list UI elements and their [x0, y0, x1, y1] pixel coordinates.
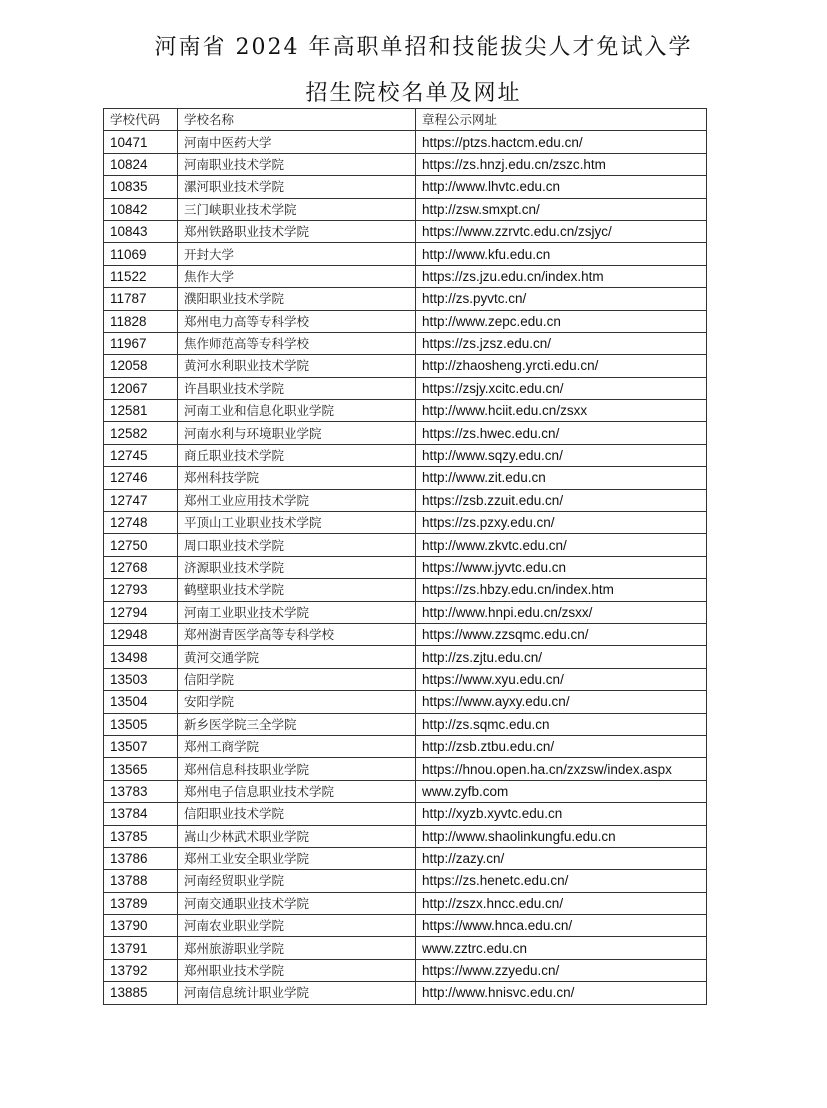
table-row — [104, 847, 707, 869]
school-name-cell: 许昌职业技术学院 — [178, 377, 416, 399]
charter-url-cell[interactable]: http://zszx.hncc.edu.cn/ — [416, 892, 707, 914]
table-row — [104, 310, 707, 332]
school-name-cell: 郑州科技学院 — [178, 467, 416, 489]
table-row — [104, 691, 707, 713]
table-row — [104, 713, 707, 735]
school-name-cell: 郑州铁路职业技术学院 — [178, 220, 416, 242]
charter-url-cell[interactable]: https://zs.hbzy.edu.cn/index.htm — [416, 579, 707, 601]
table-row — [104, 377, 707, 399]
table-row — [104, 355, 707, 377]
table-row — [104, 153, 707, 175]
school-name-cell: 河南职业技术学院 — [178, 153, 416, 175]
charter-url-cell[interactable]: https://www.zzyedu.cn/ — [416, 959, 707, 981]
school-name-cell: 郑州电子信息职业技术学院 — [178, 780, 416, 802]
charter-url-cell[interactable]: http://www.hnpi.edu.cn/zsxx/ — [416, 601, 707, 623]
table-row — [104, 444, 707, 466]
school-name-cell: 嵩山少林武术职业学院 — [178, 825, 416, 847]
school-code-cell: 11787 — [104, 288, 178, 310]
school-code-cell: 13786 — [104, 847, 178, 869]
charter-url-cell[interactable]: http://www.zit.edu.cn — [416, 467, 707, 489]
document-subtitle: 招生院校名单及网址 — [305, 81, 522, 106]
school-code-cell: 13790 — [104, 915, 178, 937]
table-row — [104, 758, 707, 780]
table-row — [104, 288, 707, 310]
table-row — [104, 579, 707, 601]
school-code-cell: 12948 — [104, 623, 178, 645]
school-code-cell: 10835 — [104, 176, 178, 198]
school-name-cell: 郑州工商学院 — [178, 735, 416, 757]
school-name-cell: 郑州电力高等专科学校 — [178, 310, 416, 332]
table-row — [104, 959, 707, 981]
school-code-cell: 11967 — [104, 332, 178, 354]
school-code-cell: 12748 — [104, 512, 178, 534]
school-code-cell: 13792 — [104, 959, 178, 981]
school-name-cell: 鹤壁职业技术学院 — [178, 579, 416, 601]
school-name-cell: 周口职业技术学院 — [178, 534, 416, 556]
school-name-cell: 三门峡职业技术学院 — [178, 198, 416, 220]
school-code-cell: 12750 — [104, 534, 178, 556]
school-code-cell: 12768 — [104, 556, 178, 578]
school-code-cell: 12746 — [104, 467, 178, 489]
charter-url-cell[interactable]: http://www.lhvtc.edu.cn — [416, 176, 707, 198]
charter-url-cell[interactable]: https://zs.pzxy.edu.cn/ — [416, 512, 707, 534]
table-header-row — [104, 109, 707, 131]
school-name-cell: 河南水利与环境职业学院 — [178, 422, 416, 444]
table-row — [104, 982, 707, 1004]
charter-url-cell[interactable]: https://www.hnca.edu.cn/ — [416, 915, 707, 937]
table-body — [104, 131, 707, 1004]
table-row — [104, 556, 707, 578]
table-row — [104, 780, 707, 802]
charter-url-cell[interactable]: http://www.hnisvc.edu.cn/ — [416, 982, 707, 1004]
table-row — [104, 489, 707, 511]
table-row — [104, 534, 707, 556]
school-name-cell: 开封大学 — [178, 243, 416, 265]
school-code-cell: 13789 — [104, 892, 178, 914]
charter-url-cell[interactable]: https://zs.hwec.edu.cn/ — [416, 422, 707, 444]
table-row — [104, 735, 707, 757]
table-row — [104, 243, 707, 265]
table-row — [104, 668, 707, 690]
school-name-cell: 信阳学院 — [178, 668, 416, 690]
school-code-cell: 12067 — [104, 377, 178, 399]
school-code-cell: 11069 — [104, 243, 178, 265]
school-code-cell: 12793 — [104, 579, 178, 601]
charter-url-cell[interactable]: http://zs.zjtu.edu.cn/ — [416, 646, 707, 668]
school-code-cell: 13565 — [104, 758, 178, 780]
school-name-cell: 焦作大学 — [178, 265, 416, 287]
school-name-cell: 黄河交通学院 — [178, 646, 416, 668]
charter-url-cell[interactable]: https://zs.jzu.edu.cn/index.htm — [416, 265, 707, 287]
charter-url-cell[interactable]: https://www.zzsqmc.edu.cn/ — [416, 623, 707, 645]
school-code-cell: 13503 — [104, 668, 178, 690]
table-row — [104, 512, 707, 534]
school-name-cell: 河南农业职业学院 — [178, 915, 416, 937]
school-name-cell: 郑州工业应用技术学院 — [178, 489, 416, 511]
table-row — [104, 198, 707, 220]
school-code-cell: 13504 — [104, 691, 178, 713]
school-code-cell: 13785 — [104, 825, 178, 847]
school-name-cell: 河南工业和信息化职业学院 — [178, 400, 416, 422]
table-row — [104, 265, 707, 287]
school-name-cell: 商丘职业技术学院 — [178, 444, 416, 466]
school-code-cell: 10471 — [104, 131, 178, 153]
charter-url-cell[interactable]: https://zs.hnzj.edu.cn/zszc.htm — [416, 153, 707, 175]
table-row — [104, 176, 707, 198]
school-code-cell: 12745 — [104, 444, 178, 466]
school-code-cell: 12581 — [104, 400, 178, 422]
charter-url-cell[interactable]: http://xyzb.xyvtc.edu.cn — [416, 803, 707, 825]
school-code-cell: 10843 — [104, 220, 178, 242]
school-code-cell: 12794 — [104, 601, 178, 623]
school-name-cell: 郑州工业安全职业学院 — [178, 847, 416, 869]
charter-url-cell[interactable]: https://ptzs.hactcm.edu.cn/ — [416, 131, 707, 153]
school-name-cell: 信阳职业技术学院 — [178, 803, 416, 825]
table-row — [104, 467, 707, 489]
school-name-cell: 郑州澍青医学高等专科学校 — [178, 623, 416, 645]
charter-url-cell[interactable]: https://zs.jzsz.edu.cn/ — [416, 332, 707, 354]
school-name-cell: 黄河水利职业技术学院 — [178, 355, 416, 377]
table-row — [104, 400, 707, 422]
table-row — [104, 892, 707, 914]
school-name-cell: 河南工业职业技术学院 — [178, 601, 416, 623]
charter-url-cell[interactable]: www.zztrc.edu.cn — [416, 937, 707, 959]
charter-url-cell[interactable]: https://zsb.zzuit.edu.cn/ — [416, 489, 707, 511]
school-code-cell: 10824 — [104, 153, 178, 175]
charter-url-cell[interactable]: https://www.xyu.edu.cn/ — [416, 668, 707, 690]
charter-url-cell[interactable]: http://www.sqzy.edu.cn/ — [416, 444, 707, 466]
table-row — [104, 623, 707, 645]
charter-url-cell[interactable]: http://zs.pyvtc.cn/ — [416, 288, 707, 310]
school-name-cell: 郑州信息科技职业学院 — [178, 758, 416, 780]
school-name-cell: 濮阳职业技术学院 — [178, 288, 416, 310]
school-name-cell: 安阳学院 — [178, 691, 416, 713]
school-name-cell: 河南经贸职业学院 — [178, 870, 416, 892]
charter-url-cell[interactable]: www.zyfb.com — [416, 780, 707, 802]
charter-url-cell[interactable]: https://zsjy.xcitc.edu.cn/ — [416, 377, 707, 399]
table-row — [104, 601, 707, 623]
charter-url-cell[interactable]: http://zhaosheng.yrcti.edu.cn/ — [416, 355, 707, 377]
header-school-name: 学校名称 — [178, 109, 416, 131]
school-name-cell: 河南交通职业技术学院 — [178, 892, 416, 914]
table-row — [104, 803, 707, 825]
charter-url-cell[interactable]: http://zazy.cn/ — [416, 847, 707, 869]
school-code-cell: 13791 — [104, 937, 178, 959]
charter-url-cell[interactable]: http://www.shaolinkungfu.edu.cn — [416, 825, 707, 847]
school-name-cell: 平顶山工业职业技术学院 — [178, 512, 416, 534]
document-title: 河南省 2024 年高职单招和技能拔尖人才免试入学 — [154, 35, 693, 60]
school-code-cell: 13783 — [104, 780, 178, 802]
table-row — [104, 937, 707, 959]
school-code-cell: 10842 — [104, 198, 178, 220]
charter-url-cell[interactable]: https://hnou.open.ha.cn/zxzsw/index.aspx — [416, 758, 707, 780]
school-name-cell: 济源职业技术学院 — [178, 556, 416, 578]
charter-url-cell[interactable]: http://zsw.smxpt.cn/ — [416, 198, 707, 220]
school-code-cell: 13505 — [104, 713, 178, 735]
charter-url-cell[interactable]: https://www.jyvtc.edu.cn — [416, 556, 707, 578]
charter-url-cell[interactable]: http://zs.sqmc.edu.cn — [416, 713, 707, 735]
table-row — [104, 220, 707, 242]
charter-url-cell[interactable]: http://www.zepc.edu.cn — [416, 310, 707, 332]
school-code-cell: 13498 — [104, 646, 178, 668]
table-row — [104, 422, 707, 444]
school-code-cell: 12582 — [104, 422, 178, 444]
school-code-cell: 12058 — [104, 355, 178, 377]
school-code-cell: 13507 — [104, 735, 178, 757]
school-code-cell: 13788 — [104, 870, 178, 892]
table-row — [104, 646, 707, 668]
table-row — [104, 870, 707, 892]
school-code-cell: 11522 — [104, 265, 178, 287]
school-name-cell: 河南中医药大学 — [178, 131, 416, 153]
school-name-cell: 河南信息统计职业学院 — [178, 982, 416, 1004]
school-code-cell: 12747 — [104, 489, 178, 511]
charter-url-cell[interactable]: http://www.kfu.edu.cn — [416, 243, 707, 265]
school-name-cell: 郑州旅游职业学院 — [178, 937, 416, 959]
header-charter-url: 章程公示网址 — [416, 109, 707, 131]
charter-url-cell[interactable]: http://zsb.ztbu.edu.cn/ — [416, 735, 707, 757]
table-row — [104, 825, 707, 847]
school-name-cell: 焦作师范高等专科学校 — [178, 332, 416, 354]
school-name-cell: 漯河职业技术学院 — [178, 176, 416, 198]
school-name-cell: 新乡医学院三全学院 — [178, 713, 416, 735]
charter-url-cell[interactable]: https://www.zzrvtc.edu.cn/zsjyc/ — [416, 220, 707, 242]
table-row — [104, 332, 707, 354]
table-row — [104, 131, 707, 153]
charter-url-cell[interactable]: https://zs.henetc.edu.cn/ — [416, 870, 707, 892]
header-school-code: 学校代码 — [104, 109, 178, 131]
charter-url-cell[interactable]: http://www.zkvtc.edu.cn/ — [416, 534, 707, 556]
school-code-cell: 13784 — [104, 803, 178, 825]
table-row — [104, 915, 707, 937]
charter-url-cell[interactable]: https://www.ayxy.edu.cn/ — [416, 691, 707, 713]
school-name-cell: 郑州职业技术学院 — [178, 959, 416, 981]
school-table — [103, 108, 707, 1005]
school-code-cell: 13885 — [104, 982, 178, 1004]
charter-url-cell[interactable]: http://www.hciit.edu.cn/zsxx — [416, 400, 707, 422]
school-code-cell: 11828 — [104, 310, 178, 332]
